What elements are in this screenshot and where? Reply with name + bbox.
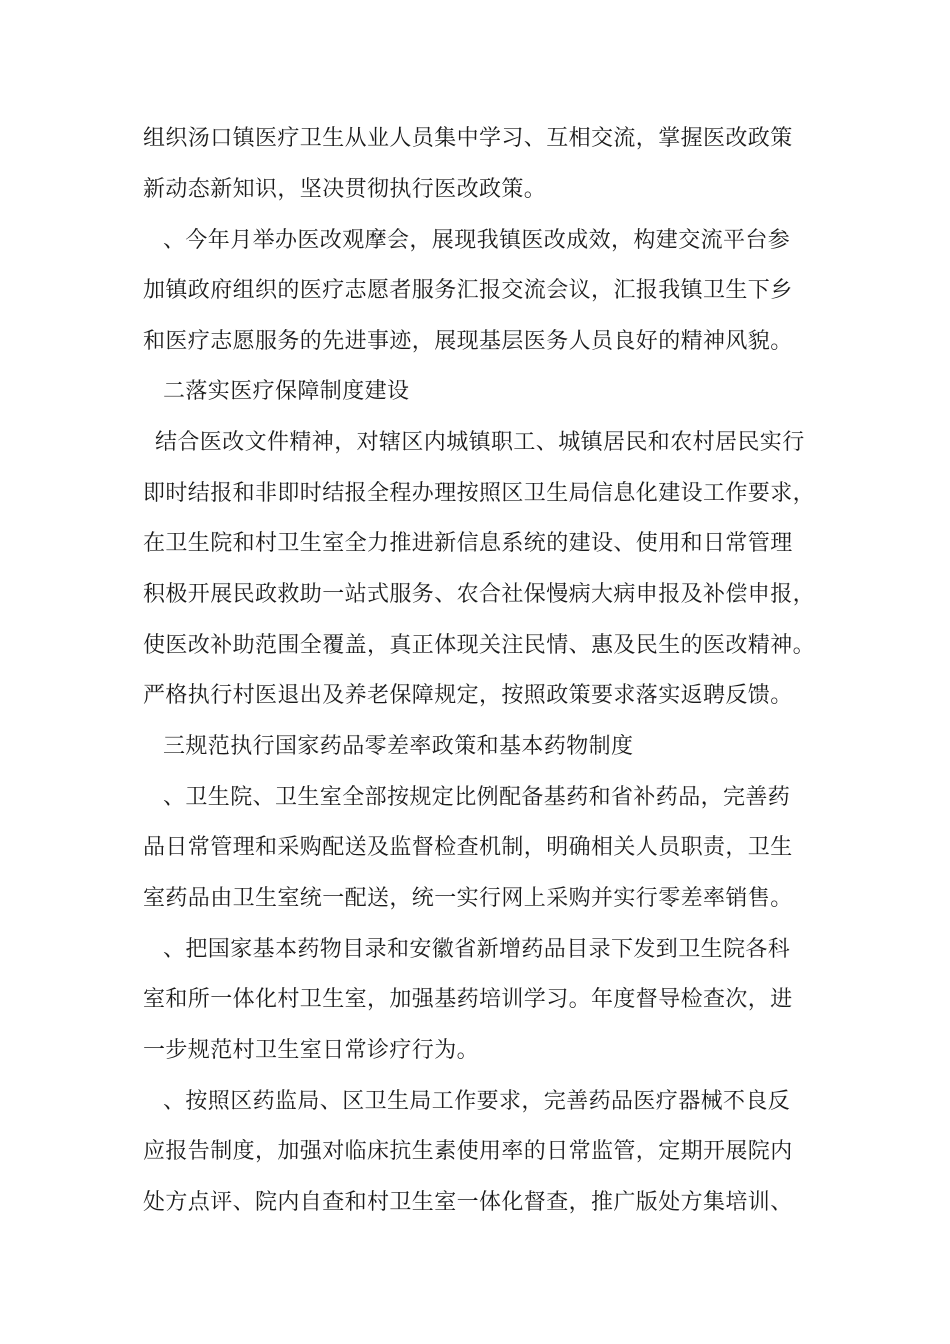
text-line: 室药品由卫生室统一配送，统一实行网上采购并实行零差率销售。 [143,886,793,911]
text-line: 品日常管理和采购配送及监督检查机制，明确相关人员职责，卫生 [143,835,793,860]
text-line: 严格执行村医退出及养老保障规定，按照政策要求落实返聘反馈。 [143,683,793,708]
text-line: 和医疗志愿服务的先进事迹，展现基层医务人员良好的精神风貌。 [143,329,793,354]
text-line: 在卫生院和村卫生室全力推进新信息系统的建设、使用和日常管理 [143,531,793,556]
text-line: 处方点评、院内自查和村卫生室一体化督查，推广版处方集培训、 [143,1190,793,1215]
text-line: 、按照区药监局、区卫生局工作要求，完善药品医疗器械不良反 [163,1089,791,1114]
text-line: 应报告制度，加强对临床抗生素使用率的日常监管，定期开展院内 [143,1139,793,1164]
text-line: 结合医改文件精神，对辖区内城镇职工、城镇居民和农村居民实行 [155,430,805,455]
text-line: 加镇政府组织的医疗志愿者服务汇报交流会议，汇报我镇卫生下乡 [143,278,793,303]
text-line: 新动态新知识，坚决贯彻执行医改政策。 [143,177,547,202]
text-line: 室和所一体化村卫生室，加强基药培训学习。年度督导检查次，进 [143,987,793,1012]
text-line: 组织汤口镇医疗卫生从业人员集中学习、互相交流，掌握医改政策 [143,126,793,151]
text-line: 、卫生院、卫生室全部按规定比例配备基药和省补药品，完善药 [163,785,791,810]
text-line: 使医改补助范围全覆盖，真正体现关注民情、惠及民生的医改精神。 [143,633,816,658]
text-line: 、把国家基本药物目录和安徽省新增药品目录下发到卫生院各科 [163,937,791,962]
text-line: 一步规范村卫生室日常诊疗行为。 [143,1038,480,1063]
section-heading: 二落实医疗保障制度建设 [163,379,410,404]
text-line: 积极开展民政救助一站式服务、农合社保慢病大病申报及补偿申报， [143,582,816,607]
text-line: 即时结报和非即时结报全程办理按照区卫生局信息化建设工作要求， [143,481,816,506]
section-heading: 三规范执行国家药品零差率政策和基本药物制度 [163,734,634,759]
text-line: 、今年月举办医改观摩会，展现我镇医改成效，构建交流平台参 [163,228,791,253]
